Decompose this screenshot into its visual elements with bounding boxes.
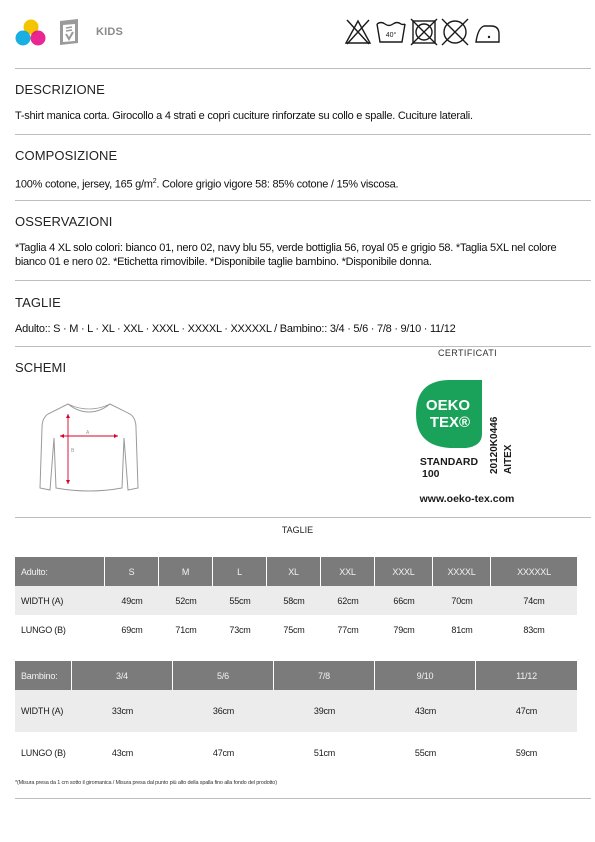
- size-3-4-header: 3/4: [72, 661, 173, 690]
- table-cell: 70cm: [433, 586, 491, 615]
- adult-size-table: [15, 557, 577, 644]
- table-cell: 58cm: [267, 586, 321, 615]
- osservazioni-title: OSSERVAZIONI: [15, 214, 113, 229]
- size-xxl-header: XXL: [321, 557, 375, 586]
- table-cell: 83cm: [523, 624, 545, 635]
- table-cell: 33cm: [72, 690, 173, 732]
- table-cell: 39cm: [274, 690, 375, 732]
- table-row: [15, 690, 577, 732]
- row-label: WIDTH (A): [15, 690, 72, 732]
- size-l-header: L: [213, 557, 267, 586]
- table-cell: 71cm: [175, 624, 197, 635]
- size-7-8-header: 7/8: [274, 661, 375, 690]
- mark-a: A: [86, 430, 90, 436]
- table-row: [15, 615, 577, 644]
- kids-header-label: Bambino:: [15, 661, 72, 690]
- oeko-line1: OEKO: [425, 397, 471, 414]
- adult-header-row: [15, 557, 577, 586]
- size-xxxxl-header: XXXXL: [433, 557, 491, 586]
- divider: [15, 134, 591, 135]
- table-cell: 59cm: [515, 748, 538, 758]
- no-dry-clean-icon: [442, 19, 468, 45]
- row-label: LUNGO (B): [21, 747, 66, 758]
- iron-low-icon: [476, 26, 499, 42]
- table-cell: 74cm: [491, 586, 577, 615]
- divider: [15, 68, 591, 69]
- magenta-dot: [31, 31, 46, 46]
- composizione-text: [15, 175, 585, 192]
- size-9-10-header: 9/10: [375, 661, 476, 690]
- table-cell: 52cm: [159, 586, 213, 615]
- table-cell: 66cm: [375, 586, 433, 615]
- descrizione-title: DESCRIZIONE: [15, 82, 105, 97]
- size-xl-header: XL: [267, 557, 321, 586]
- divider: [15, 798, 591, 799]
- table-cell: 47cm: [212, 748, 235, 758]
- kids-size-table: [15, 661, 577, 774]
- kids-header-row: [15, 661, 577, 690]
- osservazioni-text: *Taglia 4 XL solo colori: bianco 01, nero 02, navy blu 55, verde bottiglia 56, royal 05 e grigio 58. *Taglia 5XL nel colore bianco 01 e nero 02. *Etichetta rimovibile. *Disponibile taglie bambino. *Disponibile donna.: [15, 242, 557, 268]
- table-cell: 73cm: [229, 624, 251, 635]
- row-label: LUNGO (B): [21, 624, 66, 635]
- oeko-tex-logo: [404, 374, 536, 508]
- table-cell: 36cm: [173, 690, 274, 732]
- size-xxxl-header: XXXL: [375, 557, 433, 586]
- oeko-standard: STANDARD: [419, 456, 479, 468]
- divider: [15, 346, 591, 347]
- mark-b: B: [71, 448, 75, 454]
- no-tumble-dry-icon: [411, 19, 437, 45]
- shirt-diagram: [38, 398, 140, 494]
- table-cell: 75cm: [283, 624, 305, 635]
- table-row: [15, 732, 577, 774]
- schemi-title: SCHEMI: [15, 360, 67, 375]
- tables-caption: TAGLIE: [281, 525, 314, 535]
- color-dots-icon: [14, 18, 48, 48]
- svg-text:40°: 40°: [385, 32, 397, 39]
- oeko-standard-num: 100: [422, 468, 440, 480]
- table-cell: 43cm: [375, 690, 476, 732]
- wash-40-icon: [377, 23, 405, 43]
- composizione-superscript: 2: [152, 178, 157, 185]
- composizione-text-a: 100% cotone, jersey, 165 g/m: [15, 178, 153, 191]
- row-label: WIDTH (A): [15, 586, 105, 615]
- adult-header-label: Adulto:: [15, 557, 105, 586]
- size-11-12-header: 11/12: [476, 661, 577, 690]
- tech-label-icon: [58, 17, 82, 47]
- composizione-text-b: . Colore grigio vigore 58: 85% cotone / 15% viscosa.: [156, 178, 399, 191]
- taglie-text: Adulto:: S · M · L · XL · XXL · XXXL · XXXXL · XXXXXL / Bambino:: 3/4 · 5/6 · 7/8 · 9/10 · 11/12: [15, 323, 456, 335]
- table-cell: 81cm: [451, 624, 473, 635]
- table-cell: 49cm: [105, 586, 159, 615]
- taglie-title: TAGLIE: [15, 295, 61, 310]
- care-symbols: [343, 16, 503, 48]
- descrizione-text: T-shirt manica corta. Girocollo a 4 strati e copri cuciture rinforzate su collo e spalle. Cuciture laterali.: [15, 110, 473, 122]
- oeko-institute: AITEX: [503, 444, 514, 474]
- table-cell: 47cm: [476, 690, 577, 732]
- cyan-dot: [16, 31, 31, 46]
- table-cell: 69cm: [121, 624, 143, 635]
- table-cell: 55cm: [213, 586, 267, 615]
- table-row: [15, 586, 577, 615]
- kids-badge: KIDS: [96, 26, 124, 38]
- oeko-line2: TEX®: [429, 414, 471, 431]
- size-m-header: M: [159, 557, 213, 586]
- no-bleach-icon: [346, 20, 370, 44]
- divider: [15, 280, 591, 281]
- table-cell: 62cm: [321, 586, 375, 615]
- oeko-cert-code: 20120K0446: [489, 416, 500, 474]
- table-cell: 55cm: [414, 748, 437, 758]
- divider: [15, 517, 591, 518]
- measurement-note: *(Misura presa da 1 cm sotto il giromanica / Misura presa dal punto più alto della spalla fino alla fondo del prodotto): [15, 780, 277, 786]
- oeko-url[interactable]: www.oeko-tex.com: [419, 493, 515, 505]
- size-xxxxxl-header: XXXXXL: [491, 557, 577, 586]
- certificati-label: CERTIFICATI: [438, 348, 498, 358]
- size-5-6-header: 5/6: [173, 661, 274, 690]
- divider: [15, 200, 591, 201]
- table-cell: 77cm: [337, 624, 359, 635]
- size-s-header: S: [105, 557, 159, 586]
- table-cell: 79cm: [393, 624, 415, 635]
- composizione-title: COMPOSIZIONE: [15, 148, 118, 163]
- table-cell: 43cm: [111, 748, 134, 758]
- table-cell: 51cm: [313, 748, 336, 758]
